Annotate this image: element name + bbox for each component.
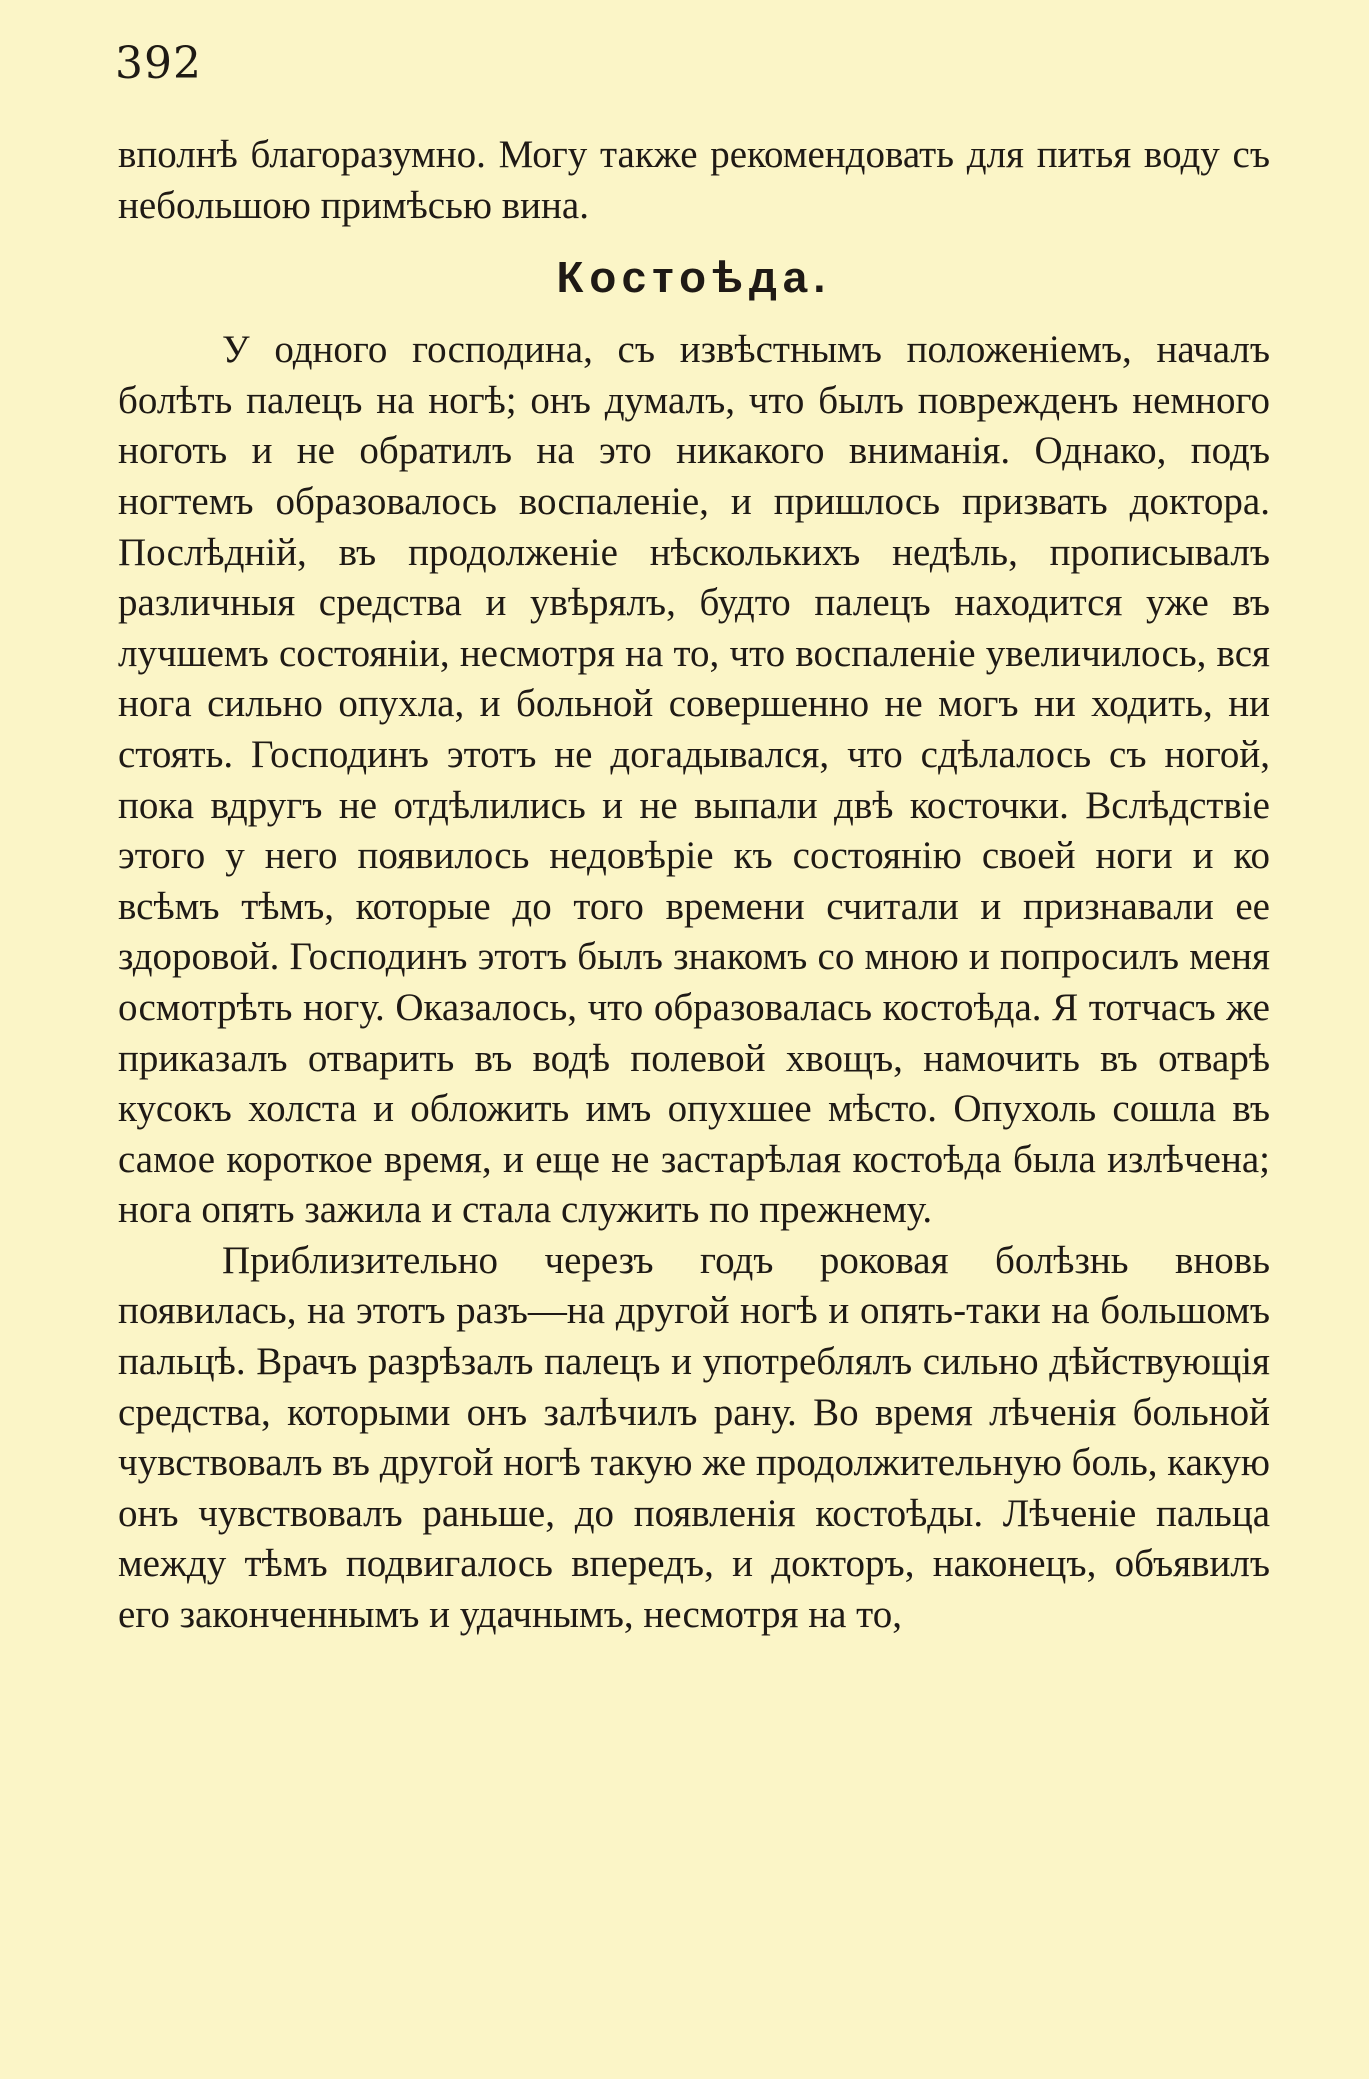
body-paragraph-1: У одного господина, съ извѣстнымъ положеніемъ, началъ болѣть палецъ на ногѣ; онъ думалъ, что былъ поврежденъ немного ноготь и не обратилъ на это никакого вниманія. Однако, подъ ногтемъ образовалось воспаленіе, и пришлось призвать доктора. Послѣдній, въ продолженіе нѣсколькихъ недѣль, прописывалъ различныя средства и увѣрялъ, будто палецъ находится уже въ лучшемъ состояніи, несмотря на то, что воспаленіе увеличилось, вся нога сильно опухла, и больной совершенно не могъ ни ходить, ни стоять. Господинъ этотъ не догадывался, что сдѣлалось съ ногой, пока вдругъ не отдѣлились и не выпали двѣ косточки. Вслѣдствіе этого у него появилось недовѣріе къ состоянію своей ноги и ко всѣмъ тѣмъ, которые до того времени считали и признавали ее здоровой. Господинъ этотъ былъ знакомъ со мною и попросилъ меня осмотрѣть ногу. Оказалось, что образовалась костоѣда. Я тотчасъ же приказалъ отварить въ водѣ полевой хвощъ, намочить въ отварѣ кусокъ холста и обложить имъ опухшее мѣсто. Опухоль сошла въ самое короткое время, и еще не застарѣлая костоѣда была излѣчена; нога опять зажила и стала служить по прежнему. xyxy=(118,328,1270,1232)
continuation-paragraph: вполнѣ благоразумно. Могу также рекомендовать для питья воду съ небольшою примѣсью вина. xyxy=(118,133,1270,227)
page-number: 392 xyxy=(115,38,202,89)
body-paragraph-2: Приблизительно черезъ годъ роковая болѣзнь вновь появилась, на этотъ разъ—на другой ногѣ и опять-таки на большомъ пальцѣ. Врачъ разрѣзалъ палецъ и употреблялъ сильно дѣйствующія средства, которыми онъ залѣчилъ рану. Во время лѣченія больной чувствовалъ въ другой ногѣ такую же продолжительную боль, какую онъ чувствовалъ раньше, до появленія костоѣды. Лѣченіе пальца между тѣмъ подвигалось впередъ, и докторъ, наконецъ, объявилъ его законченнымъ и удачнымъ, несмотря на то, xyxy=(118,1238,1270,1637)
page-text xyxy=(118,130,1270,1641)
section-title: Костоѣда. xyxy=(556,253,832,303)
